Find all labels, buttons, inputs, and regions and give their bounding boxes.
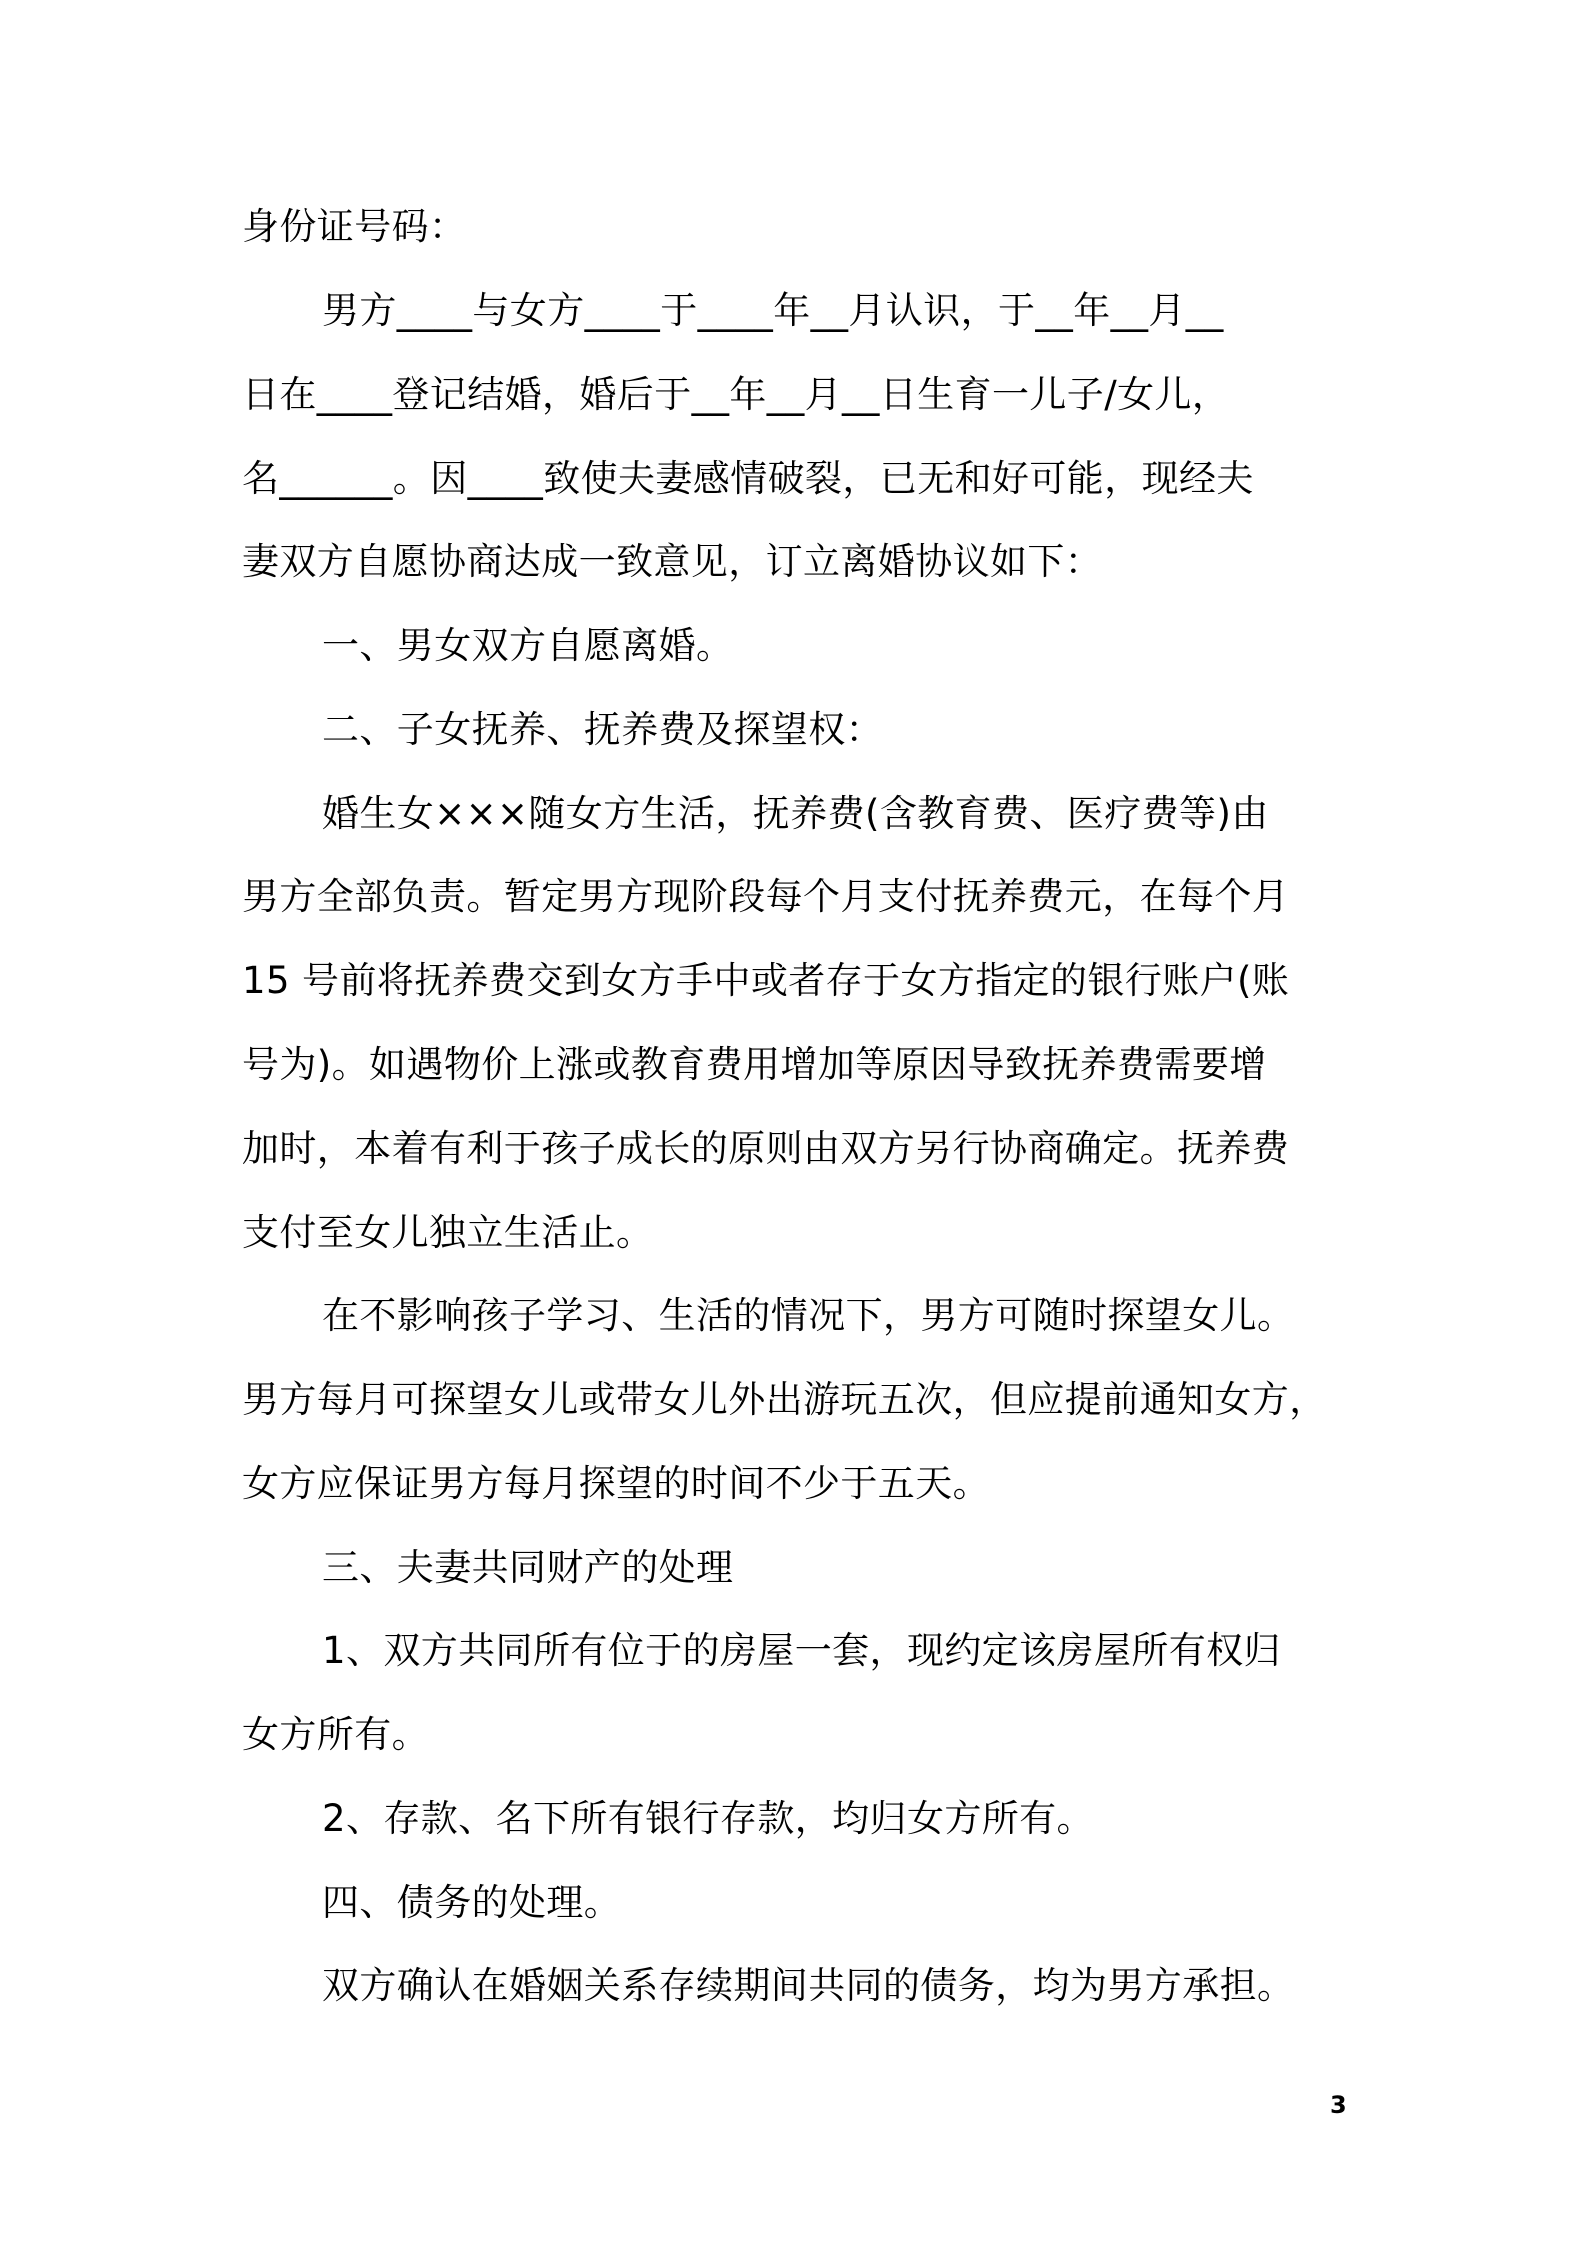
text-line: 男方全部负责。暂定男方现阶段每个月支付抚养费元，在每个月 xyxy=(242,875,1290,918)
text-line: 加时，本着有利于孩子成长的原则由双方另行协商确定。抚养费 xyxy=(242,1127,1290,1170)
section-heading: 一、男女双方自愿离婚。 xyxy=(322,624,734,667)
text-line: 在不影响孩子学习、生活的情况下，男方可随时探望女儿。 xyxy=(322,1294,1295,1337)
text-line: 支付至女儿独立生活止。 xyxy=(242,1211,654,1254)
text-line: 1、双方共同所有位于的房屋一套，现约定该房屋所有权归 xyxy=(322,1629,1281,1672)
section-heading: 三、夫妻共同财产的处理 xyxy=(322,1546,734,1589)
text-line: 15 号前将抚养费交到女方手中或者存于女方指定的银行账户(账 xyxy=(242,959,1290,1002)
text-line: 男方____与女方____于____年__月认识，于__年__月__ xyxy=(322,289,1224,332)
page-number: 3 xyxy=(1330,2091,1347,2119)
text-line: 2、存款、名下所有银行存款，均归女方所有。 xyxy=(322,1797,1094,1840)
text-line: 名______。因____致使夫妻感情破裂，已无和好可能，现经夫 xyxy=(242,457,1254,500)
text-line: 女方所有。 xyxy=(242,1713,429,1756)
text-line: 男方每月可探望女儿或带女儿外出游玩五次，但应提前通知女方， xyxy=(242,1378,1327,1421)
text-line: 婚生女×××随女方生活，抚养费(含教育费、医疗费等)由 xyxy=(322,792,1269,835)
section-heading: 四、债务的处理。 xyxy=(322,1881,622,1924)
text-line: 女方应保证男方每月探望的时间不少于五天。 xyxy=(242,1462,990,1505)
text-line: 日在____登记结婚，婚后于__年__月__日生育一儿子/女儿， xyxy=(242,373,1230,416)
text-line: 双方确认在婚姻关系存续期间共同的债务，均为男方承担。 xyxy=(322,1964,1295,2007)
section-heading: 二、子女抚养、抚养费及探望权： xyxy=(322,708,883,751)
text-line: 身份证号码： xyxy=(242,205,467,248)
text-line: 妻双方自愿协商达成一致意见，订立离婚协议如下： xyxy=(242,540,1103,583)
text-line: 号为)。如遇物价上涨或教育费用增加等原因导致抚养费需要增 xyxy=(242,1043,1267,1086)
